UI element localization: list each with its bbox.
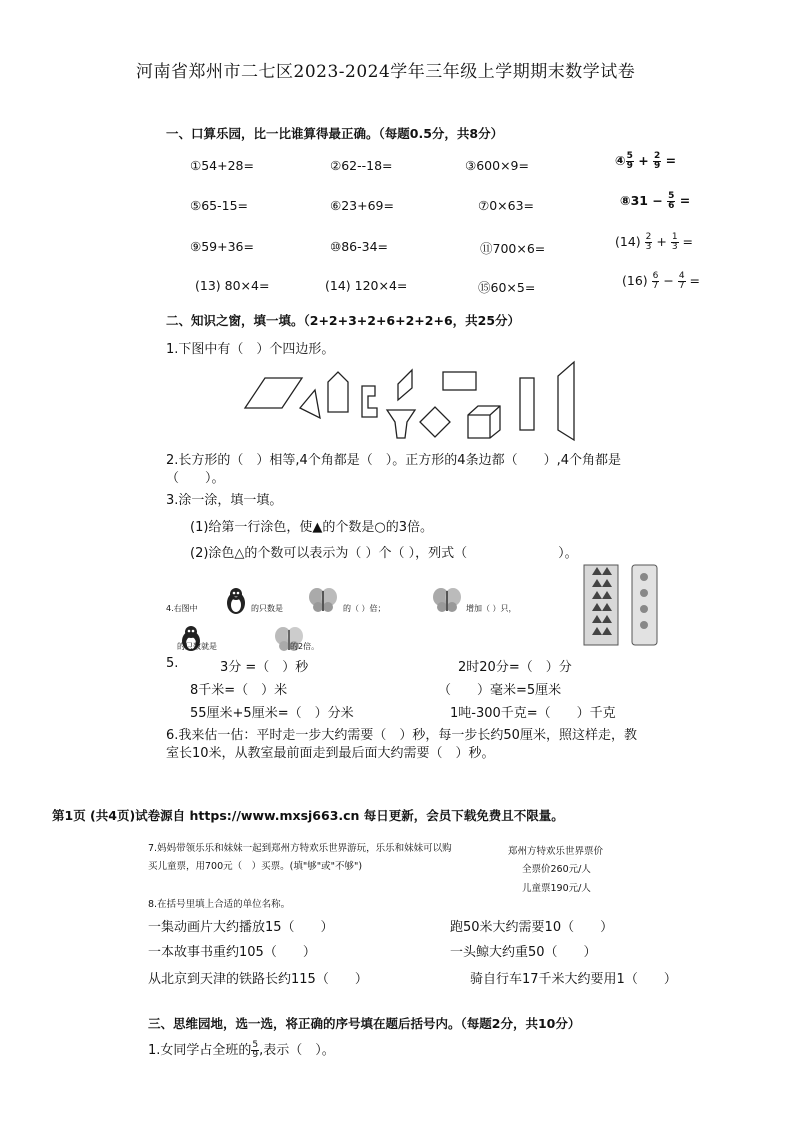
calc-item: ②62--18= <box>330 158 393 173</box>
question-text: (2)涂色△的个数可以表示为（ ）个（ ），列式（ ）。 <box>190 546 578 561</box>
calc-item-frac: (16) $\frac{6}{7}$ − $\frac{4}{7}$ = <box>622 271 700 291</box>
question-text: 的2倍。 <box>290 642 320 651</box>
question-text: 1.下图中有（ ）个四边形。 <box>166 342 335 357</box>
question-text: 1.女同学占全班的 $\frac{5}{9}$ ,表示（ ）。 <box>148 1040 335 1060</box>
rectangle-shape <box>443 372 476 390</box>
shapes-board-figure <box>582 563 662 648</box>
calc-item: ⑤65-15= <box>190 198 249 213</box>
page-title: 河南省郑州市二七区2023-2024学年三年级上学期期末数学试卷 <box>136 62 636 82</box>
question-text: 8.在括号里填上合适的单位名称。 <box>148 899 291 910</box>
pentagon-shape <box>328 372 348 412</box>
calc-item-frac: ⑧31 − $\frac{5}{6}$ = <box>620 191 691 211</box>
question-text: 的只数就是 <box>177 642 217 651</box>
calc-item: ⑨59+36= <box>190 239 254 254</box>
question-text: 5. <box>166 656 179 671</box>
calc-item: ⑦0×63= <box>478 198 535 213</box>
section3-heading: 三、思维园地，选一选，将正确的序号填在题后括号内。（每题2分，共10分） <box>148 1016 581 1031</box>
trapezoid-shape <box>558 362 574 440</box>
quadrilaterals-figure <box>240 360 580 445</box>
question-text: 2时20分=（ ）分 <box>458 660 572 675</box>
question-text: 7.妈妈带领乐乐和妹妹一起到郑州方特欢乐世界游玩，乐乐和妹妹可以购 <box>148 843 452 854</box>
butterfly-icon <box>308 587 338 613</box>
calc-item: (14) 120×4= <box>325 278 408 293</box>
calc-item-frac: ④ $\frac{5}{9}$ + $\frac{2}{9}$ = <box>615 151 677 171</box>
triangle-shape <box>300 390 320 418</box>
question-text: 的只数是 <box>251 604 283 613</box>
calc-item: ⑪700×6= <box>480 241 546 256</box>
calc-item: ⑮60×5= <box>478 280 536 295</box>
question-text: 从北京到天津的铁路长约115（ ） <box>148 972 368 987</box>
question-text: 一集动画片大约播放15（ ） <box>148 920 334 935</box>
page-footer: 第1页 (共4页)试卷源自 https://www.mxsj663.cn 每日更新，会员下载免费且不限量。 <box>52 808 564 823</box>
question-text: 一头鲸大约重50（ ） <box>450 945 597 960</box>
question-text: 骑自行车17千米大约要用1（ ） <box>470 972 677 987</box>
question-text: 55厘米+5厘米=（ ）分米 <box>190 706 354 721</box>
calc-item: ⑥23+69= <box>330 198 394 213</box>
question-text: 4.右图中 <box>166 604 198 613</box>
question-text: 2.长方形的（ ）相等,4个角都是（ ）。正方形的4条边都（ ）,4个角都是 <box>166 453 621 468</box>
question-text: 3.涂一涂，填一填。 <box>166 493 283 508</box>
parallelogram-shape <box>245 378 302 408</box>
calc-item: ⑩86-34= <box>330 239 389 254</box>
price-table-title: 郑州方特欢乐世界票价 <box>508 846 604 857</box>
calc-item: (13) 80×4= <box>195 278 270 293</box>
diamond-shape <box>420 407 450 437</box>
butterfly-icon <box>432 587 462 613</box>
question-text: 跑50米大约需要10（ ） <box>450 920 614 935</box>
penguin-icon <box>222 586 250 616</box>
price-child: 儿童票190元/人 <box>522 883 591 894</box>
section1-heading: 一、口算乐园，比一比谁算得最正确。（每题0.5分，共8分） <box>166 126 504 141</box>
question-text: (1)给第一行涂色，使▲的个数是○的3倍。 <box>190 520 434 535</box>
question-text: 1吨-300千克=（ ）千克 <box>450 706 616 721</box>
question-text: 的（ ）倍； <box>343 604 386 613</box>
calc-item: ③600×9= <box>465 158 529 173</box>
section2-heading: 二、知识之窗，填一填。（2+2+3+2+6+2+2+6，共25分） <box>166 313 521 328</box>
cup-shape <box>387 410 415 438</box>
calc-item: ①54+28= <box>190 158 254 173</box>
question-text: 一本故事书重约105（ ） <box>148 945 316 960</box>
question-text: 3分 =（ ）秒 <box>220 660 309 675</box>
question-text: 增加（ ）只， <box>466 604 517 613</box>
calc-item-frac: (14) $\frac{2}{3}$ + $\frac{1}{3}$ = <box>615 232 693 252</box>
question-text: 买儿童票，用700元（ ）买票。(填"够"或"不够") <box>148 861 363 872</box>
price-full: 全票价260元/人 <box>522 864 591 875</box>
tall-rectangle-shape <box>520 378 534 430</box>
question-text: 室长10米，从教室最前面走到最后面大约需要（ ）秒。 <box>166 746 495 761</box>
question-text: 6.我来估一估：平时走一步大约需要（ ）秒，每一步长约50厘米，照这样走，教 <box>166 728 637 743</box>
question-text: 8千米=（ ）米 <box>190 683 288 698</box>
irregular-shape <box>362 386 377 417</box>
question-text: （ ）毫米=5厘米 <box>438 683 562 698</box>
skew-quad-shape <box>398 370 412 400</box>
question-text: （ ）。 <box>166 471 225 486</box>
